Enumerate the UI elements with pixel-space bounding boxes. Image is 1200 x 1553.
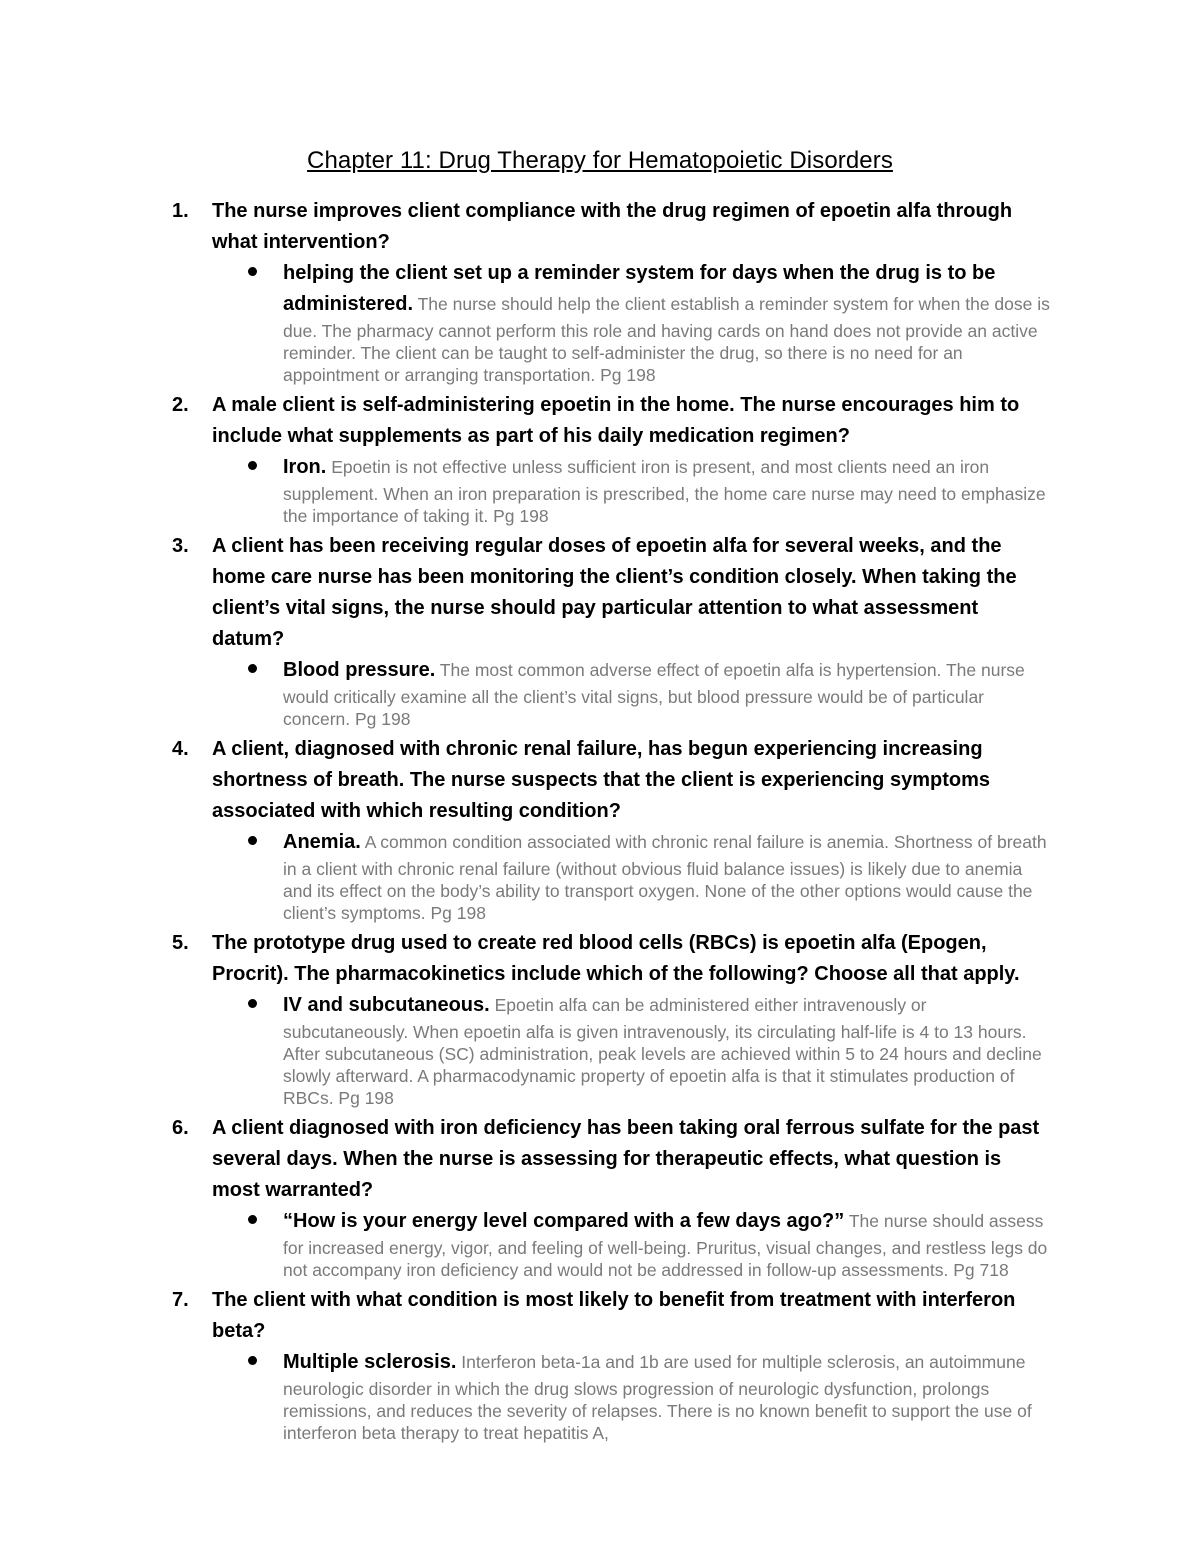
answer-explanation: Epoetin is not effective unless sufficient iron is present, and most clients need an iron supplement. When an iron preparation is prescribed, the home care nurse may need to emphasize the importance of taking it. Pg 198 xyxy=(283,457,1046,526)
bullet-icon xyxy=(248,664,257,673)
question-number: 2. xyxy=(172,394,189,416)
answer-item xyxy=(172,452,1052,527)
answer-lead: Multiple sclerosis. xyxy=(283,1351,457,1373)
question-number: 6. xyxy=(172,1117,189,1139)
question-number: 1. xyxy=(172,200,189,222)
answer-lead: “How is your energy level compared with a few days ago?” xyxy=(283,1210,845,1232)
bullet-icon xyxy=(248,1356,257,1365)
question-item xyxy=(172,1285,1052,1444)
answer-explanation: Epoetin alfa can be administered either intravenously or subcutaneously. When epoetin alfa is given intravenously, its circulating half-life is 4 to 13 hours. After subcutaneous (SC) administration, peak levels are achieved within 5 to 24 hours and decline slowly afterward. A pharmacodynamic property of epoetin alfa is that it stimulates production of RBCs. Pg 198 xyxy=(283,995,1042,1108)
question-number: 3. xyxy=(172,535,189,557)
answer-item xyxy=(172,258,1052,386)
question-list xyxy=(172,196,1052,1448)
question-item xyxy=(172,390,1052,527)
answer-item xyxy=(172,1347,1052,1444)
answer-text xyxy=(283,258,1052,386)
question-item xyxy=(172,928,1052,1109)
answer-lead: Iron. xyxy=(283,456,327,478)
question-item xyxy=(172,1113,1052,1281)
answer-text xyxy=(283,1206,1052,1281)
answer-item xyxy=(172,827,1052,924)
answer-item xyxy=(172,990,1052,1109)
question-body: A client has been receiving regular doses of epoetin alfa for several weeks, and the home care nurse has been monitoring the client’s condition closely. When taking the client’s vital signs, the nurse should pay particular attention to what assessment datum? xyxy=(212,535,1017,650)
answer-text xyxy=(283,827,1052,924)
question-body: A male client is self-administering epoetin in the home. The nurse encourages him to include what supplements as part of his daily medication regimen? xyxy=(212,394,1020,447)
answer-item xyxy=(172,1206,1052,1281)
question-item xyxy=(172,734,1052,924)
answer-explanation: The nurse should assess for increased energy, vigor, and feeling of well-being. Pruritus, visual changes, and restless legs do not accompany iron deficiency and would not be addressed in follow-up assessments. Pg 718 xyxy=(283,1211,1048,1280)
answer-lead: Blood pressure. xyxy=(283,659,436,681)
question-text xyxy=(172,1113,1052,1206)
question-number: 7. xyxy=(172,1289,189,1311)
answer-explanation: Interferon beta-1a and 1b are used for multiple sclerosis, an autoimmune neurologic disorder in which the drug slows progression of neurologic dysfunction, prolongs remissions, and reduces the severity of relapses. There is no known benefit to support the use of interferon beta therapy to treat hepatitis A, xyxy=(283,1352,1032,1443)
bullet-icon xyxy=(248,836,257,845)
answer-explanation: The nurse should help the client establish a reminder system for when the dose is due. The pharmacy cannot perform this role and having cards on hand does not provide an active reminder. The client can be taught to self-administer the drug, so there is no need for an appointment or arranging transportation. Pg 198 xyxy=(283,294,1050,385)
answer-item xyxy=(172,655,1052,730)
question-text xyxy=(172,531,1052,655)
question-item xyxy=(172,196,1052,386)
question-text xyxy=(172,734,1052,827)
question-text xyxy=(172,928,1052,990)
question-body: The nurse improves client compliance with the drug regimen of epoetin alfa through what intervention? xyxy=(212,200,1013,253)
question-body: A client, diagnosed with chronic renal failure, has begun experiencing increasing shortness of breath. The nurse suspects that the client is experiencing symptoms associated with which resulting condition? xyxy=(212,738,990,822)
answer-text xyxy=(283,990,1052,1109)
answer-explanation: The most common adverse effect of epoetin alfa is hypertension. The nurse would critically examine all the client’s vital signs, but blood pressure would be of particular concern. Pg 198 xyxy=(283,660,1025,729)
question-body: A client diagnosed with iron deficiency has been taking oral ferrous sulfate for the past several days. When the nurse is assessing for therapeutic effects, what question is most warranted? xyxy=(212,1117,1040,1201)
bullet-icon xyxy=(248,461,257,470)
chapter-title: Chapter 11: Drug Therapy for Hematopoietic Disorders xyxy=(307,147,893,174)
answer-lead: Anemia. xyxy=(283,831,361,853)
answer-text xyxy=(283,452,1052,527)
answer-text xyxy=(283,655,1052,730)
question-text xyxy=(172,196,1052,258)
bullet-icon xyxy=(248,999,257,1008)
answer-text xyxy=(283,1347,1052,1444)
question-number: 5. xyxy=(172,932,189,954)
bullet-icon xyxy=(248,1215,257,1224)
question-item xyxy=(172,531,1052,730)
answer-lead: IV and subcutaneous. xyxy=(283,994,490,1016)
answer-lead: helping the client set up a reminder system for days when the drug is to be administered. xyxy=(283,262,996,315)
question-text xyxy=(172,1285,1052,1347)
answer-explanation: A common condition associated with chronic renal failure is anemia. Shortness of breath in a client with chronic renal failure (without obvious fluid balance issues) is likely due to anemia and its effect on the body’s ability to transport oxygen. None of the other options would cause the client’s symptoms. Pg 198 xyxy=(283,832,1047,923)
question-body: The prototype drug used to create red blood cells (RBCs) is epoetin alfa (Epogen, Procrit). The pharmacokinetics include which of the following? Choose all that apply. xyxy=(212,932,1020,985)
question-body: The client with what condition is most likely to benefit from treatment with interferon beta? xyxy=(212,1289,1016,1342)
bullet-icon xyxy=(248,267,257,276)
question-number: 4. xyxy=(172,738,189,760)
question-text xyxy=(172,390,1052,452)
